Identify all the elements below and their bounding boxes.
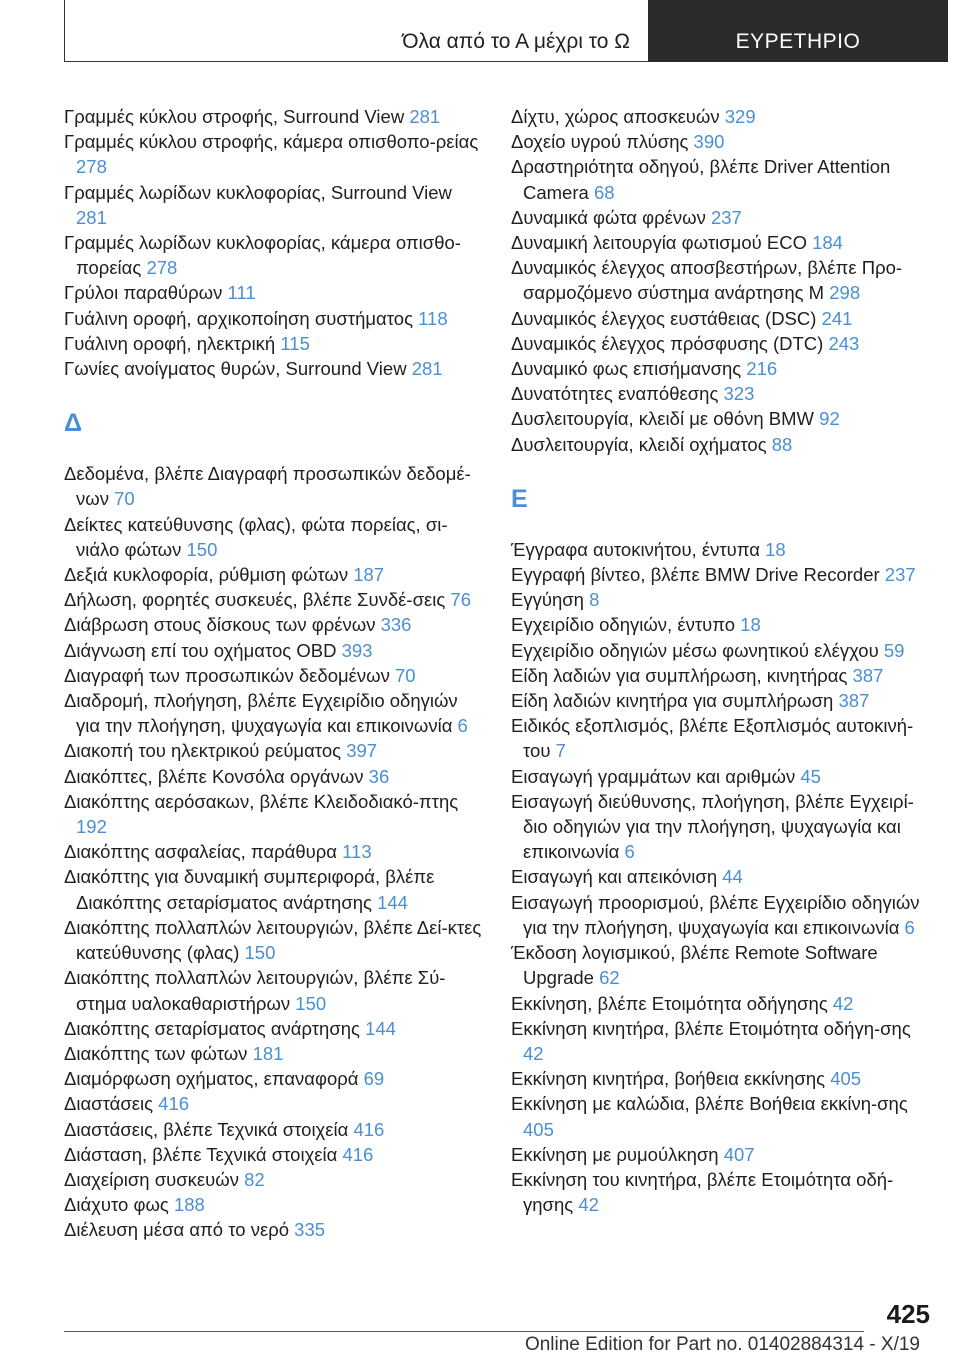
index-entry [64, 180, 484, 230]
index-entry [511, 562, 931, 587]
page-reference-link[interactable]: 150 [244, 942, 276, 964]
index-column-right [511, 104, 931, 1217]
index-term: Δυναμικός έλεγχος πρόσφυσης (DTC) [511, 332, 829, 354]
page-reference-link[interactable]: 281 [409, 106, 441, 127]
index-entry [511, 764, 931, 789]
index-term: Διάχυτο φως [64, 1194, 174, 1216]
page-reference-link[interactable]: 76 [450, 589, 471, 611]
index-term: Γραμμές λωρίδων κυκλοφορίας, κάμερα οπισθο-πορείας [64, 232, 461, 279]
page-reference-link[interactable]: 118 [418, 307, 448, 329]
index-entry [511, 864, 931, 889]
index-term: Διάσταση, βλέπε Τεχνικά στοιχεία [64, 1143, 343, 1165]
index-term: Γυάλινη οροφή, ηλεκτρική [64, 332, 281, 354]
page-reference-link[interactable]: 115 [280, 332, 310, 354]
page-reference-link[interactable]: 44 [722, 866, 743, 888]
index-term: Διάγνωση επί του οχήματος OBD [64, 639, 342, 661]
index-entry [511, 432, 931, 457]
index-entry [511, 940, 931, 990]
page-reference-link[interactable]: 70 [114, 488, 135, 510]
index-entry [64, 1192, 484, 1217]
index-term: Εγχειρίδιο οδηγιών, έντυπο [511, 614, 741, 636]
index-term: Γραμμές κύκλου στροφής, Surround View [64, 106, 410, 127]
index-term: Δυσλειτουργία, κλειδί με οθόνη BMW [511, 408, 820, 430]
page-reference-link[interactable]: 237 [884, 564, 916, 586]
index-entry [511, 154, 931, 204]
page-reference-link[interactable]: 298 [829, 282, 861, 304]
index-term: Διακόπτης πολλαπλών λειτουργιών, βλέπε Δεί-κτες κατεύθυνσης (φλας) [64, 916, 482, 964]
page-reference-link[interactable]: 335 [294, 1219, 326, 1241]
index-entry [64, 129, 484, 179]
page-reference-link[interactable]: 42 [832, 992, 854, 1014]
page-reference-link[interactable]: 188 [173, 1194, 205, 1216]
index-term: Εκκίνηση, βλέπε Ετοιμότητα οδήγησης [511, 992, 833, 1014]
page-number: 425 [886, 1299, 930, 1329]
index-entry [511, 587, 931, 612]
page-reference-link[interactable]: 18 [765, 538, 786, 560]
index-term: Δυναμικός έλεγχος αποσβεστήρων, βλέπε Προ-σαρμοζόμενο σύστημα ανάρτησης Μ [511, 257, 903, 304]
index-term: Δοχείο υγρού πλύσης [511, 131, 694, 153]
page-reference-link[interactable]: 45 [800, 765, 821, 787]
index-entry [64, 789, 484, 839]
page-reference-link[interactable]: 241 [821, 307, 853, 329]
index-term: Δυνατότητες εναπόθεσης [511, 383, 724, 405]
index-term: Διακόπτης των φώτων [64, 1042, 253, 1064]
index-entry [64, 306, 484, 331]
breadcrumb [64, 0, 648, 62]
page-reference-link[interactable]: 7 [555, 740, 566, 762]
index-entry [64, 839, 484, 864]
index-entry [511, 1066, 931, 1091]
index-entry [64, 1066, 484, 1091]
index-entry [64, 1167, 484, 1192]
index-entry [64, 612, 484, 637]
index-term: Εγχειρίδιο οδηγιών μέσω φωνητικού ελέγχου [511, 639, 884, 661]
index-entry [64, 331, 484, 356]
index-entry [511, 331, 931, 356]
page-reference-link[interactable]: 216 [746, 358, 778, 380]
index-term: Διαγραφή των προσωπικών δεδομένων [64, 664, 395, 686]
page-reference-link[interactable]: 62 [599, 967, 620, 989]
index-term: Γυάλινη οροφή, αρχικοποίηση συστήματος [64, 307, 419, 329]
index-term: Εκκίνηση του κινητήρα, βλέπε Ετοιμότητα οδή-γησης [511, 1168, 894, 1216]
index-entry [64, 688, 484, 738]
page-reference-link[interactable]: 111 [227, 282, 256, 304]
index-column-left [64, 104, 484, 1243]
page-reference-link[interactable]: 59 [883, 639, 905, 661]
page-reference-link[interactable]: 387 [852, 664, 884, 686]
index-entry [511, 1016, 931, 1066]
index-term: Διαχείριση συσκευών [64, 1168, 245, 1190]
index-entry [64, 1016, 484, 1041]
index-term: Διακόπτες, βλέπε Κονσόλα οργάνων [64, 765, 369, 787]
page-reference-link[interactable]: 144 [365, 1017, 396, 1039]
index-entry [511, 255, 931, 305]
index-entry [64, 1091, 484, 1116]
index-term: Ειδικός εξοπλισμός, βλέπε Εξοπλισμός αυτοκινή-του [511, 715, 914, 762]
breadcrumb-label: Όλα από το Α μέχρι το Ω [402, 30, 630, 53]
page-reference-link[interactable]: 405 [523, 1118, 554, 1140]
page-reference-link[interactable]: 69 [363, 1068, 385, 1090]
page-reference-link[interactable]: 181 [252, 1042, 284, 1064]
index-entry [511, 612, 931, 637]
index-term: Δυναμικός έλεγχος ευστάθειας (DSC) [511, 307, 822, 329]
page-reference-link[interactable]: 387 [838, 690, 870, 712]
page-reference-link[interactable]: 278 [146, 257, 178, 279]
index-term: Είδη λαδιών για συμπλήρωση, κινητήρας [511, 664, 853, 686]
index-entry [64, 1217, 484, 1242]
index-term: Διαστάσεις, βλέπε Τεχνικά στοιχεία [64, 1118, 354, 1140]
index-entry [511, 205, 931, 230]
index-term: Δεδομένα, βλέπε Διαγραφή προσωπικών δεδομέ-νων [64, 463, 471, 510]
index-entry [64, 1117, 484, 1142]
index-entry [64, 915, 484, 965]
index-term: Εκκίνηση με ρυμούλκηση [511, 1143, 724, 1165]
index-term: Δυσλειτουργία, κλειδί οχήματος [511, 433, 772, 455]
section-tab [648, 0, 948, 62]
index-entry [64, 356, 484, 381]
index-entry [511, 537, 931, 562]
index-letter-heading: Ε [511, 484, 528, 513]
index-entry [64, 764, 484, 789]
index-entry [64, 104, 484, 129]
header-tabs [64, 0, 948, 64]
index-entry [64, 738, 484, 763]
index-term: Διέλευση μέσα από το νερό [64, 1219, 295, 1241]
index-entry [511, 991, 931, 1016]
index-entry [511, 104, 931, 129]
page-reference-link[interactable]: 113 [342, 841, 372, 863]
page-reference-link[interactable]: 336 [380, 614, 412, 636]
index-entry [511, 688, 931, 713]
index-term: Διακοπή του ηλεκτρικού ρεύματος [64, 740, 347, 762]
page-reference-link[interactable]: 150 [186, 538, 218, 560]
index-entry [511, 1091, 931, 1141]
index-term: Διαδρομή, πλοήγηση, βλέπε Εγχειρίδιο οδηγιών για την πλοήγηση, ψυχαγωγία και επικοινωνία [64, 690, 458, 737]
page-reference-link[interactable]: 397 [346, 740, 378, 762]
page-reference-link[interactable]: 393 [341, 639, 373, 661]
index-term: Δυναμικά φώτα φρένων [511, 206, 711, 228]
index-entry [64, 1142, 484, 1167]
index-term: Εγγύηση [511, 589, 590, 611]
page-reference-link[interactable]: 6 [624, 841, 635, 863]
page-reference-link[interactable]: 42 [578, 1194, 599, 1216]
page-reference-link[interactable]: 88 [771, 433, 793, 455]
index-term: Εισαγωγή γραμμάτων και αριθμών [511, 765, 801, 787]
index-entry [511, 638, 931, 663]
page-reference-link[interactable]: 329 [724, 106, 756, 127]
page-reference-link[interactable]: 323 [723, 383, 755, 405]
index-term: Εισαγωγή διεύθυνσης, πλοήγηση, βλέπε Εγχειρί-διο οδηγιών για την πλοήγηση, ψυχαγωγία και επικοινωνία [511, 790, 914, 863]
page-reference-link[interactable]: 92 [819, 408, 840, 430]
page-reference-link[interactable]: 6 [457, 715, 468, 737]
index-entry [511, 1167, 931, 1217]
index-entry [511, 789, 931, 865]
index-entry [64, 512, 484, 562]
index-term: Διακόπτης για δυναμική συμπεριφορά, βλέπε Διακόπτης σεταρίσματος ανάρτησης [64, 866, 435, 913]
index-entry [511, 129, 931, 154]
index-term: Δυναμικό φως επισήμανσης [511, 358, 747, 380]
index-term: Δυναμική λειτουργία φωτισμού ECO [511, 232, 813, 254]
page-reference-link[interactable]: 36 [368, 765, 390, 787]
page-reference-link[interactable]: 192 [76, 816, 107, 838]
index-term: Εγγραφή βίντεο, βλέπε BMW Drive Recorder [511, 564, 885, 586]
index-term: Διαστάσεις [64, 1093, 159, 1115]
index-entry [511, 406, 931, 431]
edition-note: Online Edition for Part no. 01402884314 - X/19 [524, 1334, 920, 1355]
page-reference-link[interactable]: 237 [710, 206, 742, 228]
index-term: Διαμόρφωση οχήματος, επαναφορά [64, 1068, 364, 1090]
index-term: Διακόπτης πολλαπλών λειτουργιών, βλέπε Σύ-στημα υαλοκαθαριστήρων [64, 967, 446, 1014]
index-term: Εκκίνηση κινητήρα, βλέπε Ετοιμότητα οδήγη-σης [511, 1017, 911, 1039]
index-entry [64, 965, 484, 1015]
page-reference-link[interactable]: 407 [723, 1143, 755, 1165]
index-entry [64, 280, 484, 305]
index-letter-heading: Δ [64, 409, 82, 438]
index-term: Δείκτες κατεύθυνσης (φλας), φώτα πορείας, σι-νιάλο φώτων [64, 513, 448, 560]
index-entry [64, 230, 484, 280]
page-reference-link[interactable]: 278 [76, 156, 107, 178]
page-reference-link[interactable]: 187 [353, 564, 385, 586]
index-entry [511, 1142, 931, 1167]
index-term: Δίχτυ, χώρος αποσκευών [511, 106, 725, 127]
index-term: Διακόπτης ασφαλείας, παράθυρα [64, 841, 343, 863]
page-reference-link[interactable]: 281 [411, 358, 443, 380]
page-reference-link[interactable]: 82 [244, 1168, 265, 1190]
index-entry [511, 306, 931, 331]
index-entry [64, 663, 484, 688]
page-reference-link[interactable]: 184 [812, 232, 843, 254]
index-term: Εισαγωγή και απεικόνιση [511, 866, 723, 888]
page-reference-link[interactable]: 42 [523, 1042, 544, 1064]
index-term: Δραστηριότητα οδηγού, βλέπε Driver Attention Camera [511, 156, 891, 203]
index-term: Εκκίνηση με καλώδια, βλέπε Βοήθεια εκκίνη-σης [511, 1093, 908, 1115]
index-entry [511, 713, 931, 763]
page-reference-link[interactable]: 390 [693, 131, 725, 153]
index-term: Έκδοση λογισμικού, βλέπε Remote Software Upgrade [511, 942, 878, 989]
index-entry [511, 356, 931, 381]
page-reference-link[interactable]: 18 [740, 614, 761, 636]
footer-divider [64, 1331, 864, 1332]
page-reference-link[interactable]: 144 [377, 891, 408, 913]
section-label: ΕΥΡΕΤΗΡΙΟ [735, 30, 861, 53]
index-term: Γραμμές λωρίδων κυκλοφορίας, Surround View [64, 181, 452, 203]
index-entry [64, 562, 484, 587]
index-term: Είδη λαδιών κινητήρα για συμπλήρωση [511, 690, 839, 712]
index-term: Έγγραφα αυτοκινήτου, έντυπα [511, 538, 766, 560]
index-entry [64, 638, 484, 663]
index-entry [64, 587, 484, 612]
page-reference-link[interactable]: 405 [830, 1068, 862, 1090]
index-term: Γωνίες ανοίγματος θυρών, Surround View [64, 358, 412, 380]
index-term: Εκκίνηση κινητήρα, βοήθεια εκκίνησης [511, 1068, 831, 1090]
page-reference-link[interactable]: 243 [828, 332, 860, 354]
index-term: Γρύλοι παραθύρων [64, 282, 228, 304]
page-reference-link[interactable]: 416 [342, 1143, 374, 1165]
page-reference-link[interactable]: 70 [394, 664, 416, 686]
page-reference-link[interactable]: 416 [353, 1118, 385, 1140]
index-entry [64, 461, 484, 511]
index-term: Δεξιά κυκλοφορία, ρύθμιση φώτων [64, 564, 354, 586]
page-reference-link[interactable]: 281 [76, 206, 107, 228]
page-reference-link[interactable]: 150 [295, 992, 327, 1014]
index-entry [64, 864, 484, 914]
index-entry [511, 381, 931, 406]
page-reference-link[interactable]: 8 [589, 589, 600, 611]
index-entry [511, 663, 931, 688]
page-reference-link[interactable]: 6 [904, 916, 915, 938]
index-entry [64, 1041, 484, 1066]
page-reference-link[interactable]: 68 [593, 181, 615, 203]
index-term: Διάβρωση στους δίσκους των φρένων [64, 614, 381, 636]
index-entry [511, 230, 931, 255]
index-term: Δήλωση, φορητές συσκευές, βλέπε Συνδέ-σεις [64, 589, 451, 611]
index-term: Διακόπτης αερόσακων, βλέπε Κλειδοδιακό-πτης [64, 790, 459, 812]
index-entry [511, 890, 931, 940]
index-term: Εισαγωγή προορισμού, βλέπε Εγχειρίδιο οδηγιών για την πλοήγηση, ψυχαγωγία και επικοινωνία [511, 891, 920, 938]
index-term: Διακόπτης σεταρίσματος ανάρτησης [64, 1017, 366, 1039]
index-term: Γραμμές κύκλου στροφής, κάμερα οπισθοπο-ρείας [64, 131, 479, 153]
page-reference-link[interactable]: 416 [158, 1093, 190, 1115]
